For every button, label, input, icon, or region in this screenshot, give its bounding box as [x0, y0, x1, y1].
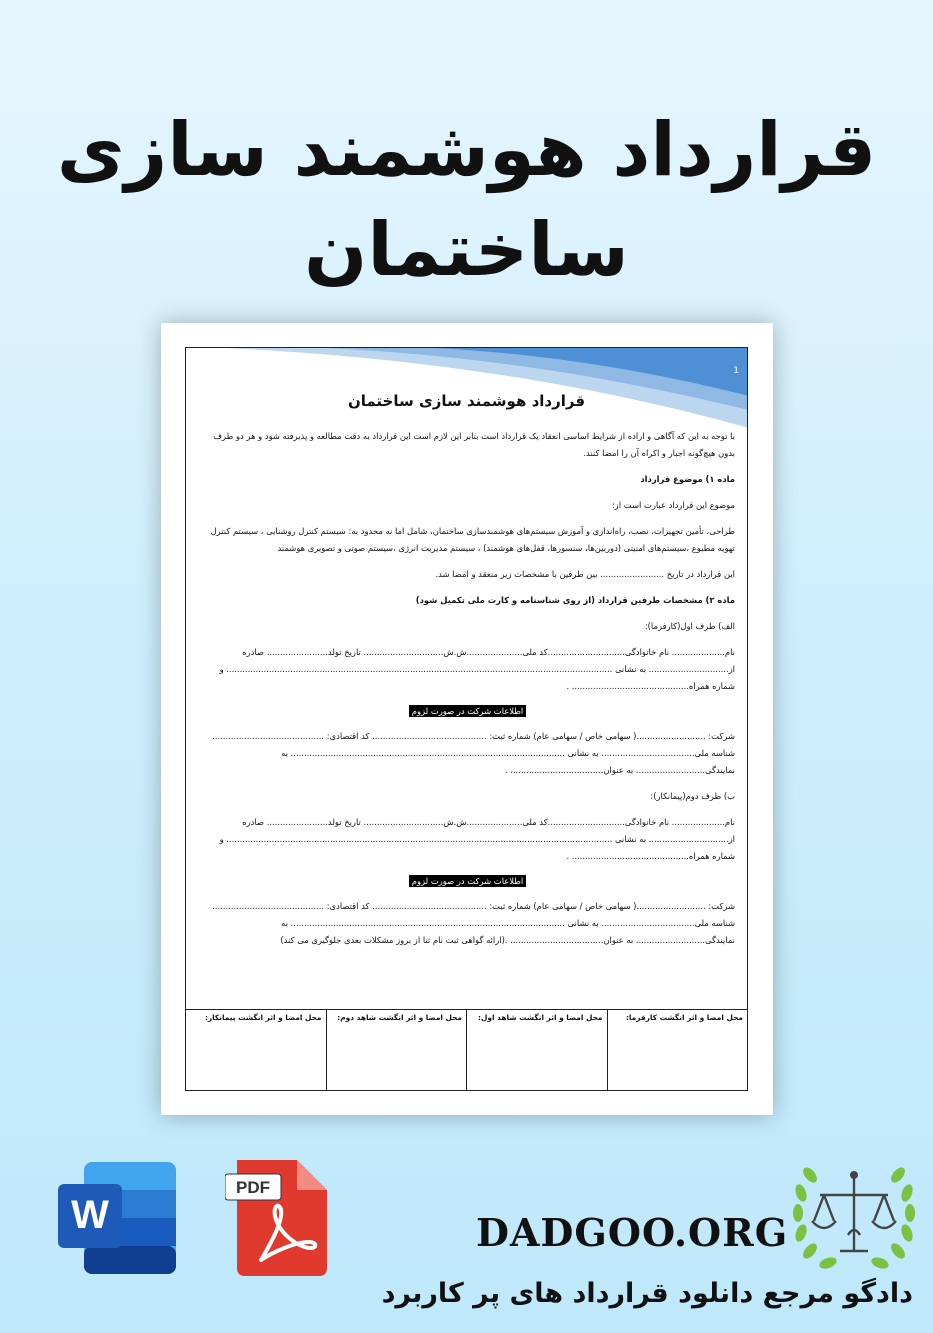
article1-heading: ماده ۱) موضوع قرارداد: [640, 474, 735, 484]
brand-name[interactable]: DADGOO.ORG: [476, 1210, 789, 1255]
poster-title-line1: قرارداد هوشمند سازی: [56, 107, 877, 193]
poster-title-line2: ساختمان: [304, 207, 629, 293]
party1-line1: نام.................... نام خانوادگی.............................کد ملی.....................ش.ش.............................. تاریخ تولد....................... صادره: [242, 647, 735, 657]
party2-company-line2: شناسه ملی................................... به نشانی ....................................................................................................... به: [281, 918, 735, 928]
article2-heading: ماده ۲) مشخصات طرفین قرارداد (از روی شناسنامه و کارت ملی تکمیل شود): [415, 595, 735, 605]
party2-label: ب) طرف دوم(پیمانکار):: [650, 791, 735, 801]
poster-title: [40, 100, 893, 300]
company-banner-text: اطلاعات شرکت در صورت لزوم: [409, 705, 526, 717]
party2-company-line3: نمایندگی.......................... به عنوان................................... .(ارائه گواهی ثبت نام ثنا از بروز مشکلات بعدی جلوگیری می کند): [280, 935, 735, 945]
party2-line3: شماره همراه............................................ .: [566, 851, 735, 861]
article1-text: طراحی، تأمین تجهیزات، نصب، راه‌اندازی و آموزش سیستم‌های هوشمندسازی ساختمان، شامل اما نه محدود به: سیستم کنترل روشنایی ، سیستم کنترل تهویه مطبوع ،سیستم‌های امنیتی (دوربین‌ها، سنسورها، قفل‌های هوشمند) ، سیستم مدیریت انرژی ،سیستم صوتی و تصویری هوشمند: [210, 526, 735, 553]
tagline: دادگو مرجع دانلود قرارداد های پر کاربرد: [381, 1278, 913, 1309]
intro-paragraph: با توجه به این که آگاهی و اراده از شرایط اساسی انعقاد یک قرارداد است بنابر این لازم است این قرارداد به دقت مطالعه و پذیرفته شود و هر دو طرف بدون هیچ‌گونه اجبار و اکراه آن را امضا کنند.: [213, 431, 735, 458]
document-frame: [185, 347, 748, 1091]
signature-cell-contractor: محل امضا و اثر انگشت پیمانکار:: [204, 1013, 322, 1022]
article1-lead: موضوع این قرارداد عبارت است از:: [611, 500, 735, 510]
pdf-label: PDF: [236, 1178, 270, 1197]
pdf-icon[interactable]: [225, 1160, 327, 1276]
signature-cell-witness1: محل امضا و اثر انگشت شاهد اول:: [466, 1010, 607, 1090]
signature-table: [186, 1009, 747, 1090]
company-banner-text: اطلاعات شرکت در صورت لزوم: [409, 875, 526, 887]
document-preview: [161, 323, 773, 1115]
party1-company-banner: [200, 703, 735, 720]
party1-line2: از.............................. به نشانی ................................................................................................................................................. و: [219, 664, 735, 674]
page-number: 1: [733, 366, 739, 376]
party2-company-banner: [200, 873, 735, 890]
word-letter: W: [71, 1193, 109, 1237]
date-line: این قرارداد در تاریخ ........................ بین طرفین با مشخصات زیر منعقد و امضا شد.: [435, 569, 735, 579]
party2-line2: از.............................. به نشانی ................................................................................................................................................. و: [219, 834, 735, 844]
scales-logo-icon: [790, 1155, 918, 1273]
document-body: [200, 428, 735, 949]
party2-line1: نام.................... نام خانوادگی.............................کد ملی.....................ش.ش.............................. تاریخ تولد....................... صادره: [242, 817, 735, 827]
party1-company-line3: نمایندگی.......................... به عنوان................................... .: [504, 765, 735, 775]
party1-line3: شماره همراه............................................ .: [566, 681, 735, 691]
party2-company-line1: شرکت: ..........................( سهامی خاص / سهامی عام) شماره ثبت: ........................................... کد اقتصادی: ..........................................: [212, 901, 735, 911]
document-title: قرارداد هوشمند سازی ساختمان: [347, 392, 586, 410]
word-icon[interactable]: [58, 1162, 178, 1274]
party1-company-line2: شناسه ملی................................... به نشانی ....................................................................................................... به: [281, 748, 735, 758]
signature-cell-employer: محل امضا و اثر انگشت کارفرما:: [607, 1010, 748, 1090]
signature-cell-witness2: محل امضا و اثر انگشت شاهد دوم:: [326, 1010, 467, 1090]
party1-company-line1: شرکت: ..........................( سهامی خاص / سهامی عام) شماره ثبت: ........................................... کد اقتصادی: ..........................................: [212, 731, 735, 741]
party1-label: الف) طرف اول(کارفرما):: [644, 621, 735, 631]
